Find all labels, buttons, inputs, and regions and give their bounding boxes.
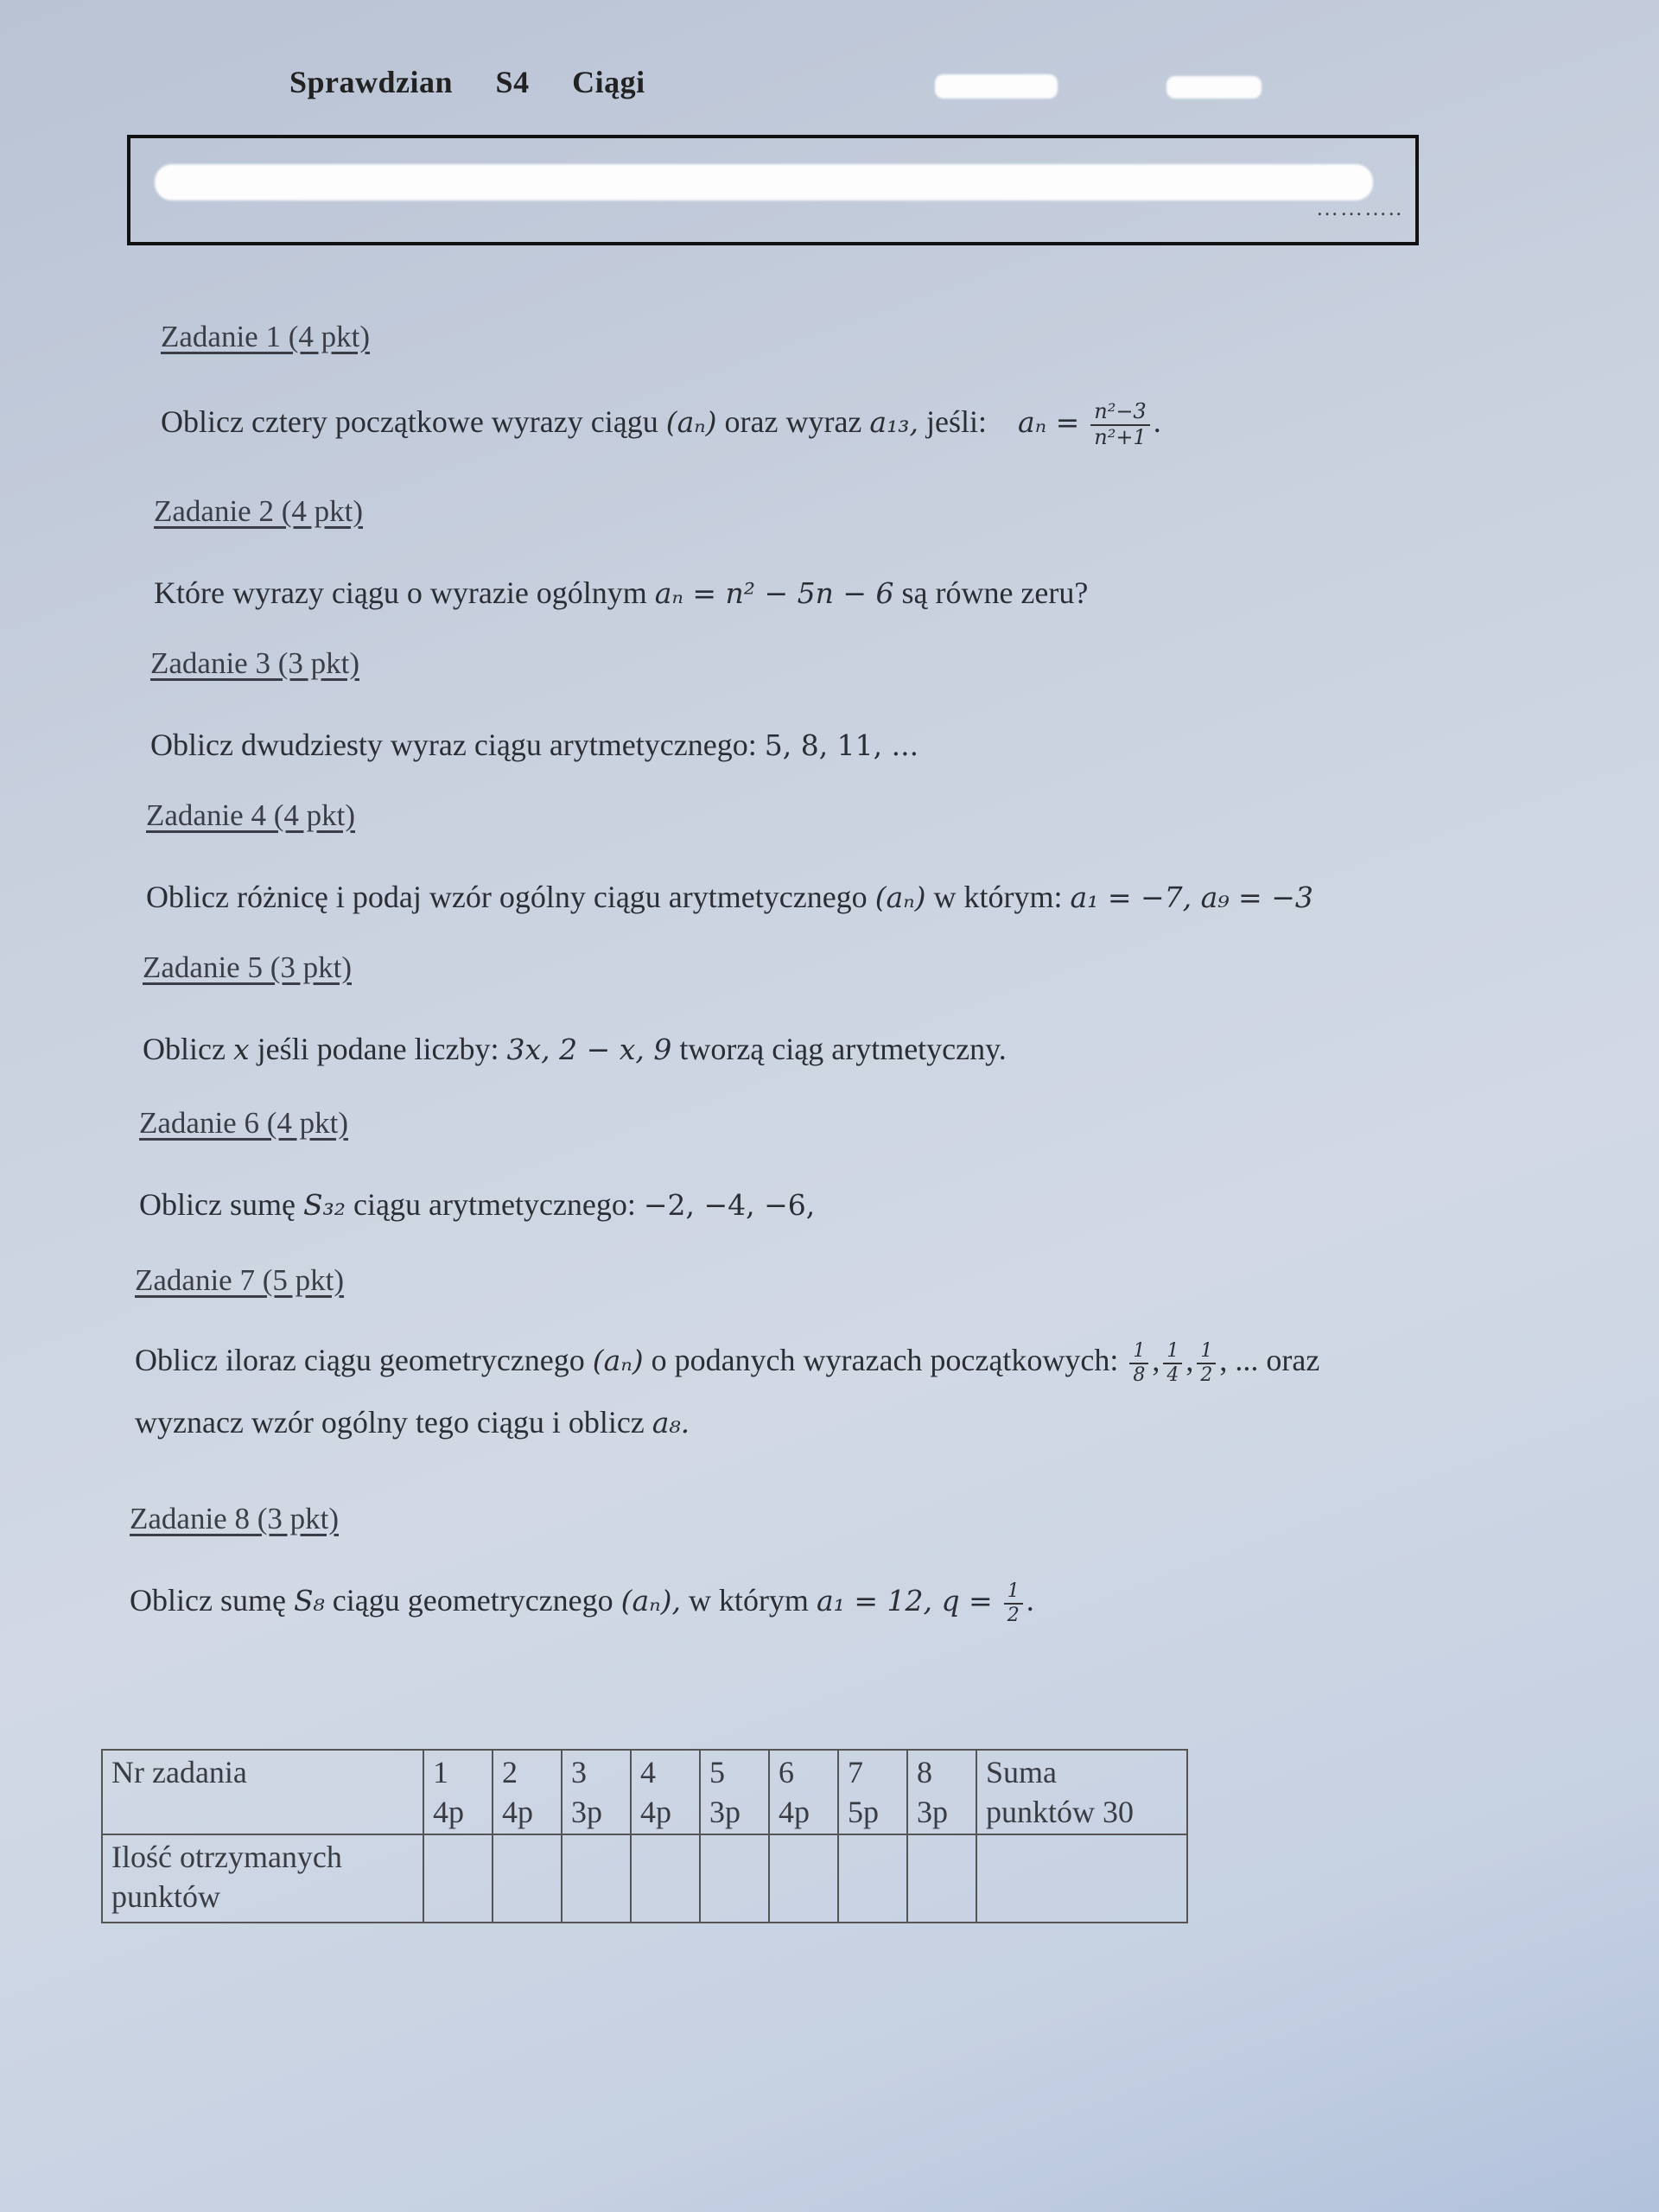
score-entry-cell bbox=[423, 1834, 493, 1923]
score-entry-cell bbox=[631, 1834, 700, 1923]
table-cell-task bbox=[700, 1750, 769, 1834]
punctuation: . bbox=[1153, 404, 1161, 439]
task-heading: Zadanie 6 (4 pkt) bbox=[139, 1106, 348, 1140]
math-expression: a₁ = −7, a₉ = −3 bbox=[1070, 880, 1313, 914]
table-cell-task bbox=[631, 1750, 700, 1834]
math-expression: a₈. bbox=[652, 1406, 690, 1440]
table-cell-sum bbox=[976, 1750, 1187, 1834]
task-heading: Zadanie 7 (5 pkt) bbox=[135, 1263, 344, 1297]
fraction-denominator: 2 bbox=[1200, 1363, 1213, 1386]
task-text: Oblicz bbox=[143, 1032, 226, 1066]
math-expression: 3x, 2 − x, 9 bbox=[506, 1033, 672, 1066]
task-heading: Zadanie 4 (4 pkt) bbox=[146, 798, 355, 832]
task-text: w którym: bbox=[933, 880, 1063, 914]
fraction bbox=[1004, 1580, 1023, 1626]
task-body bbox=[161, 392, 1161, 451]
table-row bbox=[102, 1750, 1187, 1834]
math-expression: (aₙ) bbox=[592, 1344, 644, 1377]
task-number: 5 bbox=[709, 1755, 725, 1789]
task-points: 4p bbox=[640, 1795, 671, 1830]
task-body bbox=[150, 715, 918, 774]
math-expression: (aₙ) bbox=[874, 880, 926, 914]
task-text: wyznacz wzór ogólny tego ciągu i oblicz bbox=[135, 1405, 645, 1440]
score-entry-cell bbox=[907, 1834, 976, 1923]
task-heading: Zadanie 8 (3 pkt) bbox=[130, 1502, 339, 1535]
task-text: są równe zeru? bbox=[901, 575, 1089, 610]
page-title bbox=[289, 64, 680, 100]
task-3 bbox=[150, 646, 918, 774]
math-expression: a₁ = 12, q = bbox=[816, 1584, 993, 1618]
task-body bbox=[154, 563, 1088, 622]
task-1 bbox=[161, 320, 1161, 451]
title-topic: Ciągi bbox=[572, 65, 645, 99]
task-text: ciągu arytmetycznego: bbox=[353, 1187, 636, 1222]
task-text: jeśli: bbox=[926, 404, 988, 439]
fraction-numerator: 1 bbox=[1197, 1340, 1216, 1363]
task-text: Oblicz różnicę i podaj wzór ogólny ciągu arytmetycznego bbox=[146, 880, 868, 914]
task-body bbox=[139, 1175, 815, 1234]
task-heading: Zadanie 5 (3 pkt) bbox=[143, 950, 352, 984]
task-text: Oblicz iloraz ciągu geometrycznego bbox=[135, 1343, 585, 1377]
task-text: Oblicz dwudziesty wyraz ciągu arytmetycznego: bbox=[150, 728, 757, 762]
student-name-box bbox=[127, 135, 1419, 245]
fraction bbox=[1129, 1340, 1148, 1386]
task-body bbox=[143, 1020, 1007, 1078]
math-expression: −2, −4, −6, bbox=[643, 1188, 816, 1222]
fraction-denominator: 8 bbox=[1133, 1363, 1146, 1386]
task-body: Oblicz iloraz ciągu geometrycznego (aₙ) o podanych wyrazach początkowych: $\frac{1}{8}$ , $\frac{1}{4}$ , $\frac{1}{2}$ , ... oraz bbox=[135, 1340, 1320, 1386]
math-expression: x bbox=[232, 1033, 250, 1066]
task-points: 3p bbox=[571, 1795, 602, 1830]
math-expression: (aₙ) bbox=[665, 405, 717, 439]
fraction bbox=[1090, 400, 1149, 449]
task-text: Oblicz sumę bbox=[130, 1583, 286, 1618]
table-cell-task bbox=[423, 1750, 493, 1834]
table-cell-label: Nr zadania bbox=[102, 1750, 423, 1834]
redaction-mark bbox=[1166, 76, 1262, 99]
task-points: 3p bbox=[709, 1795, 741, 1830]
task-body-line-2 bbox=[135, 1393, 1319, 1452]
task-number: 3 bbox=[571, 1755, 587, 1789]
task-text: ciągu geometrycznego bbox=[332, 1583, 613, 1618]
task-text: Oblicz sumę bbox=[139, 1187, 296, 1222]
task-heading: Zadanie 1 (4 pkt) bbox=[161, 320, 370, 353]
fraction-numerator: n²−3 bbox=[1090, 400, 1149, 426]
math-expression: aₙ = bbox=[1018, 405, 1080, 439]
task-heading: Zadanie 3 (3 pkt) bbox=[150, 646, 359, 680]
task-number: 4 bbox=[640, 1755, 656, 1789]
task-points: 3p bbox=[917, 1795, 948, 1830]
task-text: Oblicz cztery początkowe wyrazy ciągu bbox=[161, 404, 658, 439]
task-text: oraz wyraz bbox=[724, 404, 862, 439]
fraction-numerator: 1 bbox=[1129, 1340, 1148, 1363]
score-entry-cell bbox=[700, 1834, 769, 1923]
fraction-numerator: 1 bbox=[1163, 1340, 1182, 1363]
table-cell-task bbox=[562, 1750, 631, 1834]
math-expression: S₃₂ bbox=[302, 1188, 346, 1222]
task-points: 4p bbox=[433, 1795, 464, 1830]
task-8 bbox=[130, 1502, 1034, 1630]
task-text: w którym bbox=[688, 1583, 809, 1618]
score-table bbox=[101, 1749, 1188, 1923]
task-text: o podanych wyrazach początkowych: bbox=[651, 1343, 1119, 1377]
fraction-denominator: n²+1 bbox=[1094, 424, 1147, 449]
task-points: 5p bbox=[848, 1795, 879, 1830]
task-heading: Zadanie 2 (4 pkt) bbox=[154, 494, 363, 528]
task-text: Które wyrazy ciągu o wyrazie ogólnym bbox=[154, 575, 647, 610]
table-cell-task bbox=[769, 1750, 838, 1834]
task-points: 4p bbox=[502, 1795, 533, 1830]
title-word: Sprawdzian bbox=[289, 65, 454, 99]
task-points: 4p bbox=[779, 1795, 810, 1830]
task-number: 6 bbox=[779, 1755, 794, 1789]
task-text: , ... oraz bbox=[1219, 1343, 1320, 1377]
score-entry-cell bbox=[838, 1834, 907, 1923]
score-entry-cell bbox=[493, 1834, 562, 1923]
score-entry-cell bbox=[562, 1834, 631, 1923]
title-code: S4 bbox=[495, 65, 530, 99]
score-entry-cell bbox=[769, 1834, 838, 1923]
sum-total: punktów 30 bbox=[986, 1795, 1134, 1830]
math-expression: 5, 8, 11, ... bbox=[764, 728, 919, 762]
task-number: 8 bbox=[917, 1755, 932, 1789]
fraction bbox=[1163, 1340, 1182, 1386]
table-cell-task bbox=[493, 1750, 562, 1834]
task-5 bbox=[143, 950, 1007, 1078]
fraction-numerator: 1 bbox=[1004, 1580, 1023, 1604]
math-expression: a₁₃, bbox=[869, 405, 919, 439]
task-6 bbox=[139, 1106, 815, 1234]
task-text: tworzą ciąg arytmetyczny. bbox=[679, 1032, 1007, 1066]
name-dots: ……….. bbox=[1316, 195, 1403, 220]
fraction-denominator: 2 bbox=[1007, 1604, 1020, 1626]
score-entry-cell bbox=[976, 1834, 1187, 1923]
task-2 bbox=[154, 494, 1088, 622]
task-text: jeśli podane liczby: bbox=[257, 1032, 499, 1066]
table-cell-task bbox=[838, 1750, 907, 1834]
task-4 bbox=[146, 798, 1313, 926]
task-body bbox=[130, 1571, 1034, 1630]
task-7 bbox=[135, 1263, 1319, 1452]
table-cell-label: Ilość otrzymanych punktów bbox=[102, 1834, 423, 1923]
math-expression: aₙ = n² − 5n − 6 bbox=[654, 576, 894, 610]
fraction-denominator: 4 bbox=[1166, 1363, 1179, 1386]
table-row bbox=[102, 1834, 1187, 1923]
task-body bbox=[146, 868, 1313, 926]
task-number: 7 bbox=[848, 1755, 863, 1789]
punctuation: . bbox=[1026, 1583, 1034, 1618]
redaction-mark bbox=[155, 164, 1373, 200]
fraction bbox=[1197, 1340, 1216, 1386]
sum-label: Suma bbox=[986, 1755, 1058, 1789]
table-cell-task bbox=[907, 1750, 976, 1834]
task-number: 2 bbox=[502, 1755, 518, 1789]
math-expression: S₈ bbox=[293, 1584, 325, 1618]
math-expression: (aₙ), bbox=[620, 1584, 681, 1618]
redaction-mark bbox=[935, 74, 1058, 99]
task-number: 1 bbox=[433, 1755, 448, 1789]
